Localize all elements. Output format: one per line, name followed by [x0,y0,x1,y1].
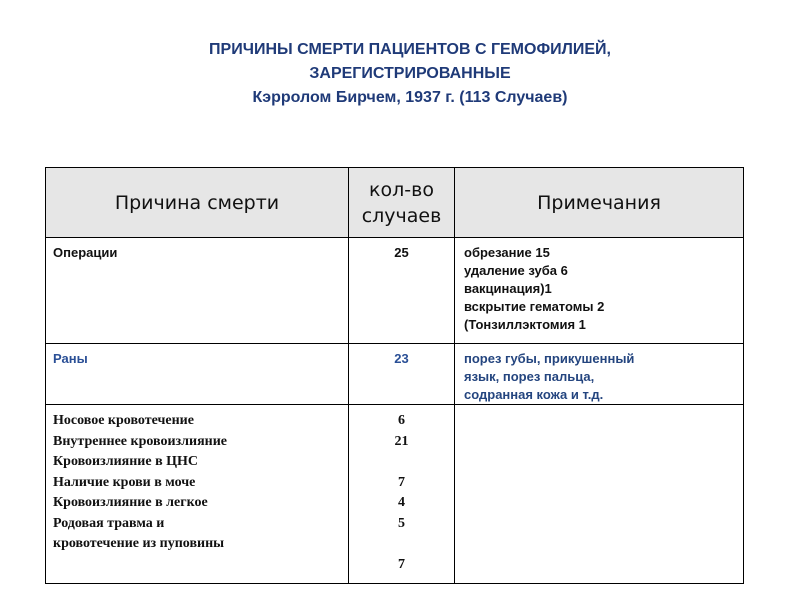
count-cell: 25 [349,238,455,344]
note-line: вакцинация)1 [464,281,552,296]
cause-cell: Операции [46,238,349,344]
header-notes: Примечания [455,168,744,238]
title-line-2: ЗАРЕГИСТРИРОВАННЫЕ [309,65,511,82]
count-value: 6 [398,413,405,428]
notes-cell [455,405,744,584]
count-value: 21 [394,433,409,449]
notes-cell [455,238,744,344]
slide-title [100,38,720,110]
note-line: (Тонзиллэктомия 1 [464,317,586,332]
header-count [349,168,455,238]
count-value: 4 [398,495,405,510]
table-row [46,405,744,584]
cause-line: Родовая травма и [53,515,165,531]
note-line: порез губы, прикушенный [464,351,635,366]
count-value [351,534,452,555]
note-line: язык, порез пальца, [464,369,595,384]
cause-line: Наличие крови в моче [53,474,196,490]
count-cell [349,405,455,584]
count-value: 7 [398,556,405,572]
cause-line: Внутреннее кровоизлияние [53,433,228,449]
table-row [46,238,744,344]
cause-line: Кровоизлияние в ЦНС [53,454,199,469]
note-line: содранная кожа и т.д. [464,387,604,402]
note-line: вскрытие гематомы 2 [464,299,605,314]
table-header-row [46,168,744,238]
death-causes-table [45,167,744,584]
count-value: 5 [398,515,405,531]
cause-cell [46,405,349,584]
note-line: удаление зуба 6 [464,263,568,278]
notes-cell [455,344,744,405]
count-value: 7 [398,474,405,490]
title-line-3: Кэрролом Бирчем, 1937 г. (113 Случаев) [252,89,568,106]
note-line: обрезание 15 [464,245,550,260]
cause-line: кровотечение из пуповины [53,536,225,551]
cause-line: Кровоизлияние в легкое [53,495,208,510]
header-cause: Причина смерти [46,168,349,238]
header-count-line-2: случаев [361,204,442,227]
cause-cell: Раны [46,344,349,405]
title-line-1: ПРИЧИНЫ СМЕРТИ ПАЦИЕНТОВ С ГЕМОФИЛИЕЙ, [209,41,611,58]
table-row [46,344,744,405]
count-cell: 23 [349,344,455,405]
header-count-line-1: кол-во [369,178,434,201]
cause-line: Носовое кровотечение [53,413,194,428]
count-value [351,452,452,473]
